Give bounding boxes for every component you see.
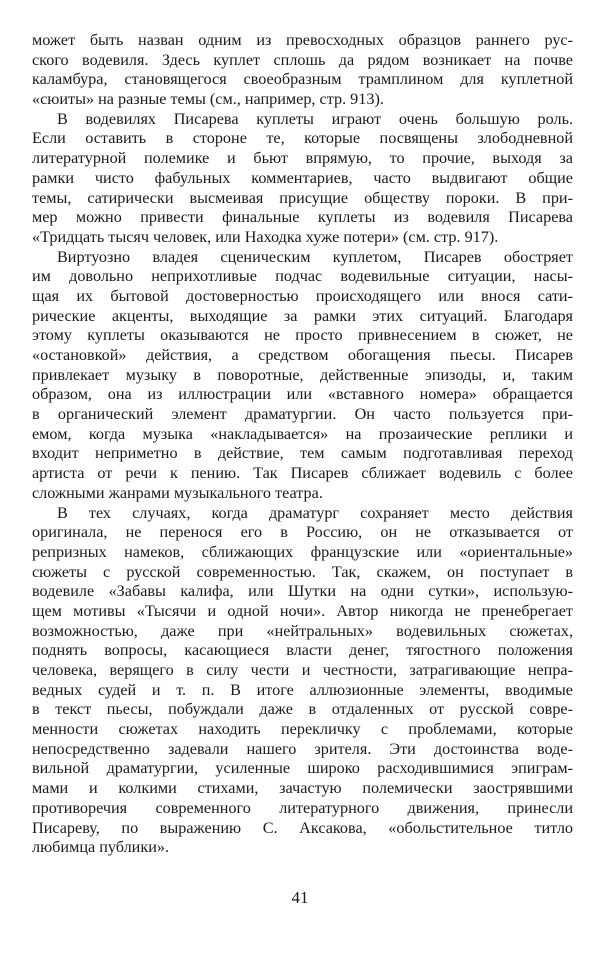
text-line: рические акценты, выходящие за рамки этих ситуаций. Благодаря <box>32 306 573 325</box>
text-line: В водевилях Писарева куплеты играют очень большую роль. <box>57 109 573 128</box>
text-line: репризных намеков, сближающих французские или «ориентальные» <box>32 542 573 561</box>
text-line: водевиле «Забавы калифа, или Шутки на одни сутки», использую- <box>32 582 573 601</box>
text-line: Если оставить в стороне те, которые посвящены злободневной <box>32 129 573 148</box>
text-line: литературной полемике и бьют впрямую, то прочие, выходя за <box>32 149 573 168</box>
text-line: оригинала, не перенося его в Россию, он не отказывается от <box>32 523 573 542</box>
text-line: непосредственно задевали нашего зрителя. Эти достоинства водe- <box>32 739 573 758</box>
text-line: Писареву, по выражению С. Аксакова, «обольстительное титло <box>32 818 573 837</box>
text-line: входит неприметно в действие, тем самым подготавливая переход <box>32 444 573 463</box>
text-line: мами и колкими стихами, зачастую полемически заострявшими <box>32 779 573 798</box>
text-line: ведных судей и т. п. В итоге аллюзионные элементы, вводимые <box>32 680 573 699</box>
page-number: 41 <box>291 888 309 907</box>
paragraph <box>32 504 573 858</box>
text-line: привлекает музыку в поворотные, действенные эпизоды, и, таким <box>32 365 573 384</box>
text-line: емом, когда музыка «накладывается» на прозаические реплики и <box>32 424 573 443</box>
text-line: вильной драматургии, усиленные широко расходившимися эпиграм- <box>32 759 573 778</box>
text-line: темы, сатирически высмеивая присущие обществу пороки. В при- <box>32 188 573 207</box>
text-line: ского водевиля. Здесь куплет сплошь да рядом возникает на почве <box>32 50 573 69</box>
text-line: «Тридцать тысяч человек, или Находка хуже потери» (см. стр. 917). <box>32 227 499 246</box>
text-line: сюжеты с русской современностью. Так, скажем, он поступает в <box>32 562 573 581</box>
page-body <box>32 31 573 858</box>
text-line: каламбура, становящегося своеобразным трамплином для куплетной <box>32 70 573 89</box>
paragraph <box>32 110 573 248</box>
text-line: щая их бытовой достоверностью происходящего или внося сати- <box>32 286 573 305</box>
text-line: человека, верящего в силу чести и честности, затрагивающие непра- <box>32 661 573 679</box>
text-line: «остановкой» действия, а средством обогащения пьесы. Писарев <box>32 346 573 364</box>
text-line: мер можно привести финальные куплеты из водевиля Писарева <box>32 208 573 227</box>
text-line: В тех случаях, когда драматург сохраняет место действия <box>57 503 573 522</box>
text-line: в текст пьесы, побуждали даже в отдаленных от русской совре- <box>32 700 573 719</box>
paragraph <box>32 31 573 110</box>
text-line: Виртуозно владея сценическим куплетом, Писарев обостряет <box>57 247 573 266</box>
text-line: образом, она из иллюстрации или «вставного номера» обращается <box>32 385 573 404</box>
text-line: поднять вопросы, касающиеся власти денег, тягостного положения <box>32 641 573 660</box>
text-line: рамки чисто фабульных комментариев, часто выдвигают общие <box>32 168 573 187</box>
text-line: противоречия современного литературного движения, принесли <box>32 798 573 817</box>
text-line: «сюиты» на разные темы (см., например, стр. 913). <box>32 90 384 109</box>
text-line: любимца публики». <box>32 838 169 857</box>
text-line: щем мотивы «Тысячи и одной ночи». Автор никогда не пренебрегает <box>32 601 573 620</box>
text-line: этому куплеты оказываются не просто привнесением в сюжет, не <box>32 326 573 345</box>
text-line: менности сюжетах находить перекличку с проблемами, которые <box>32 720 573 739</box>
text-line: в органический элемент драматургии. Он часто пользуется при- <box>32 405 573 424</box>
text-line: им довольно неприхотливые подчас водевильные ситуации, насы- <box>32 267 573 286</box>
text-line: может быть назван одним из превосходных образцов раннего рус- <box>32 31 573 49</box>
text-line: артиста от речи к пению. Так Писарев сближает водевиль с более <box>32 464 573 483</box>
text-line: сложными жанрами музыкального театра. <box>32 483 323 502</box>
paragraph <box>32 248 573 504</box>
text-line: возможностью, даже при «нейтральных» водевильных сюжетах, <box>32 621 573 640</box>
